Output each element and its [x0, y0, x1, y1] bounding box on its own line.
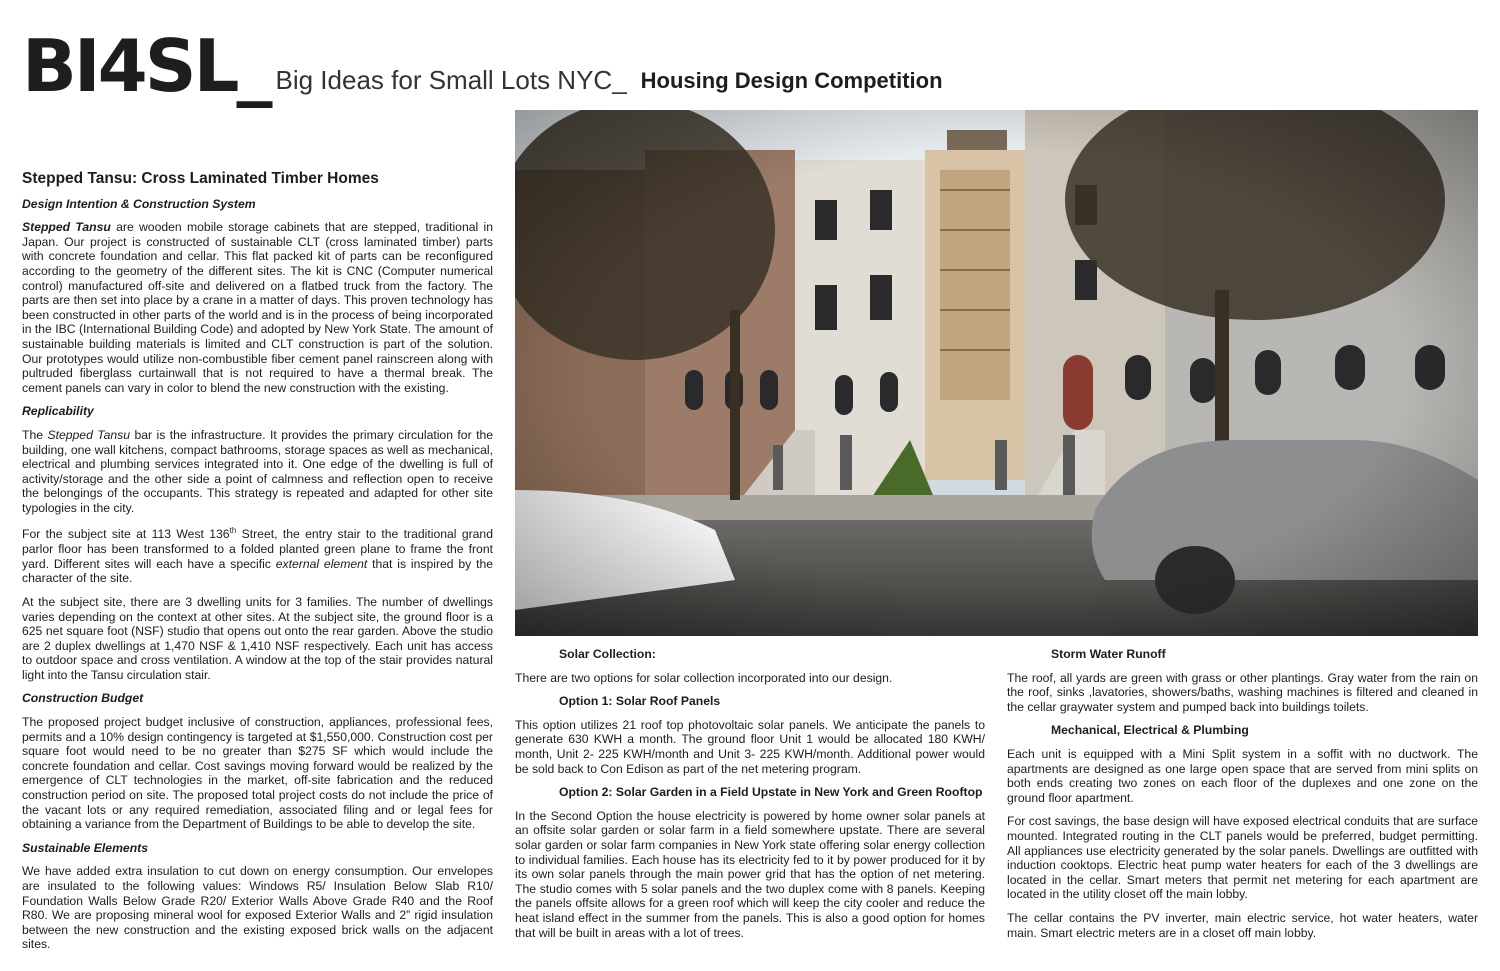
section-heading-option2: Option 2: Solar Garden in a Field Upstate in New York and Green Rooftop	[559, 785, 983, 800]
project-title: Stepped Tansu: Cross Laminated Timber Homes	[22, 170, 379, 187]
paragraph-option2: In the Second Option the house electricity is powered by home owner solar panels at an offsite solar garden or solar farm in a field somewhere upstate. There are several solar garden or solar farm companies in New York state offering solar energy collection to individual families. Each house has its electricity fed to it by power produced for it by its own solar panels through the main power grid that has the option of net metering. The studio comes with 5 solar panels and the two duplex come with 8 panels. Keeping the panels offsite allows for a green roof which will keep the city cooler and reduce the heat island effect in the summer from the panels. This is also a good option for homes that will be built in areas with a lot of trees.	[515, 808, 985, 940]
paragraph-design: Stepped Tansu are wooden mobile storage cabinets that are stepped, traditional in Japan. Our project is constructed of sustainable CLT (cross laminated timber) parts with concrete foundation and cellar. This flat packed kit of parts can be reconfigured according to the geometry of the different sites. The kit is CNC (Computer numerical control) manufactured off-site and delivered on a flatbed truck from the factory. The parts are then set into place by a crane in a matter of days. This proven technology has been constructed in other parts of the world and is in the process of being incorporated in the IBC (International Building Code) and adopted by New York State. The amount of sustainable building materials is limited and CLT construction is part of the solution. Our prototypes would utilize non-combustible fiber cement panel rainscreen along with pultruded fiberglass curtainwall that is not required to have a thermal break. The cement panels can vary in color to blend the new construction with the existing.	[22, 220, 493, 395]
rowhouse-street-rendering	[515, 110, 1478, 636]
paragraph-stormwater: The roof, all yards are green with grass or other plantings. Gray water from the rain on the roof, sinks ,lavatories, showers/baths, washing machines is filtered and cleaned in the cellar graywater system and pumped back into buildings toilets.	[1007, 670, 1478, 714]
paragraph-budget: The proposed project budget inclusive of construction, appliances, professional fees, permits and a 10% design contingency is targeted at $1,550,000. Construction cost per square foot would need to be no greater than $275 SF which would include the concrete foundation and cellar. Cost savings moving forward would be realized by the emergence of CLT technologies in the market, off-site fabrication and the reduced construction period on site. The proposed total project costs do not include the price of the vacant lots or any required remediation, associated filing and or legal fees for obtaining a variance from the Department of Buildings to be able to develop the site.	[22, 715, 493, 832]
paragraph-option1: This option utilizes 21 roof top photovoltaic solar panels. We anticipate the panels to generate 630 KWH a month. The ground floor Unit 1 would be allocated 180 KWH/ month, Unit 2- 225 KWH/month and Unit 3- 225 KWH/month. Additional power would be sold back to Con Edison as part of the net metering program.	[515, 717, 985, 776]
paragraph-mep-1: Each unit is equipped with a Mini Split system in a soffit with no ductwork. The apartments are designed as one large open space that are served from mini splits on both ends creating two zones on each floor of the duplexes and one zone on the ground floor apartment.	[1007, 746, 1478, 805]
section-heading-sustainable: Sustainable Elements	[22, 840, 148, 855]
competition-title: Housing Design Competition	[640, 68, 943, 93]
section-heading-solar: Solar Collection:	[559, 647, 656, 661]
paragraph-sustainable: We have added extra insulation to cut down on energy consumption. Our envelopes are insulated to the following values: Windows R5/ Insulation Below Slab R10/ Foundation Walls Below Grade R20/ Exterior Walls Above Grade R40 and the Roof R80. We are proposing mineral wool for exposed Exterior Walls and 2” rigid insulation between the new construction and the existing exposed brick walls on the adjacent sites.	[22, 864, 493, 952]
section-heading-budget: Construction Budget	[22, 691, 144, 706]
section-heading-option1: Option 1: Solar Roof Panels	[559, 694, 721, 709]
rendering-illustration	[515, 110, 1478, 636]
section-heading-design: Design Intention & Construction System	[22, 196, 256, 211]
paragraph-solar-intro: There are two options for solar collection incorporated into our design.	[515, 670, 893, 685]
right-column	[1007, 647, 1478, 949]
section-heading-mep: Mechanical, Electrical & Plumbing	[1051, 723, 1249, 738]
paragraph-replicability-2: For the subject site at 113 West 136th Street, the entry stair to the traditional grand parlor floor has been transformed to a folded planted green plane to frame the front yard. Different sites will each have a specific external element that is inspired by the character of the site.	[22, 526, 494, 586]
paragraph-mep-2: For cost savings, the base design will have exposed electrical conduits that are surface mounted. Integrated routing in the CLT panels would be preferred, budget permitting. All appliances use electricity generated by the solar panels. Dwellings are outfitted with induction cooktops. Electric heat pump water heaters for each of the 3 dwellings are located in the cellar. Smart meters that permit net metering for each apartment are located in the utility closet off the main lobby.	[1007, 814, 1478, 902]
middle-column	[515, 647, 985, 949]
paragraph-replicability-3: At the subject site, there are 3 dwelling units for 3 families. The number of dwellings varies depending on the context at other sites. At the subject site, the ground floor is a 625 net square foot (NSF) studio that opens out onto the rear garden. Above the studio are 2 duplex dwellings at 1,470 NSF & 1,410 NSF respectively. Each unit has access to outdoor space and cross ventilation. A window at the top of the stair provides natural light into the Tansu circulation stair.	[22, 594, 493, 682]
logo: BI4SL_	[22, 24, 270, 108]
section-heading-stormwater: Storm Water Runoff	[1051, 647, 1166, 661]
header	[22, 22, 943, 108]
left-column	[22, 172, 493, 961]
tagline: Big Ideas for Small Lots NYC_	[275, 65, 627, 95]
paragraph-mep-3: The cellar contains the PV inverter, main electric service, hot water heaters, water main. Smart electric meters are in a closet off main lobby.	[1007, 910, 1478, 940]
section-heading-replicability: Replicability	[22, 404, 94, 419]
paragraph-replicability-1: The Stepped Tansu bar is the infrastructure. It provides the primary circulation for the building, one wall kitchens, compact bathrooms, storage spaces as well as mechanical, electrical and plumbing services integrated into it. One edge of the dwelling is full of activity/storage and the other side a point of calmness and reflection open to receive the belongings of the occupants. This strategy is repeated and adapted for other site typologies in the city.	[22, 427, 494, 515]
